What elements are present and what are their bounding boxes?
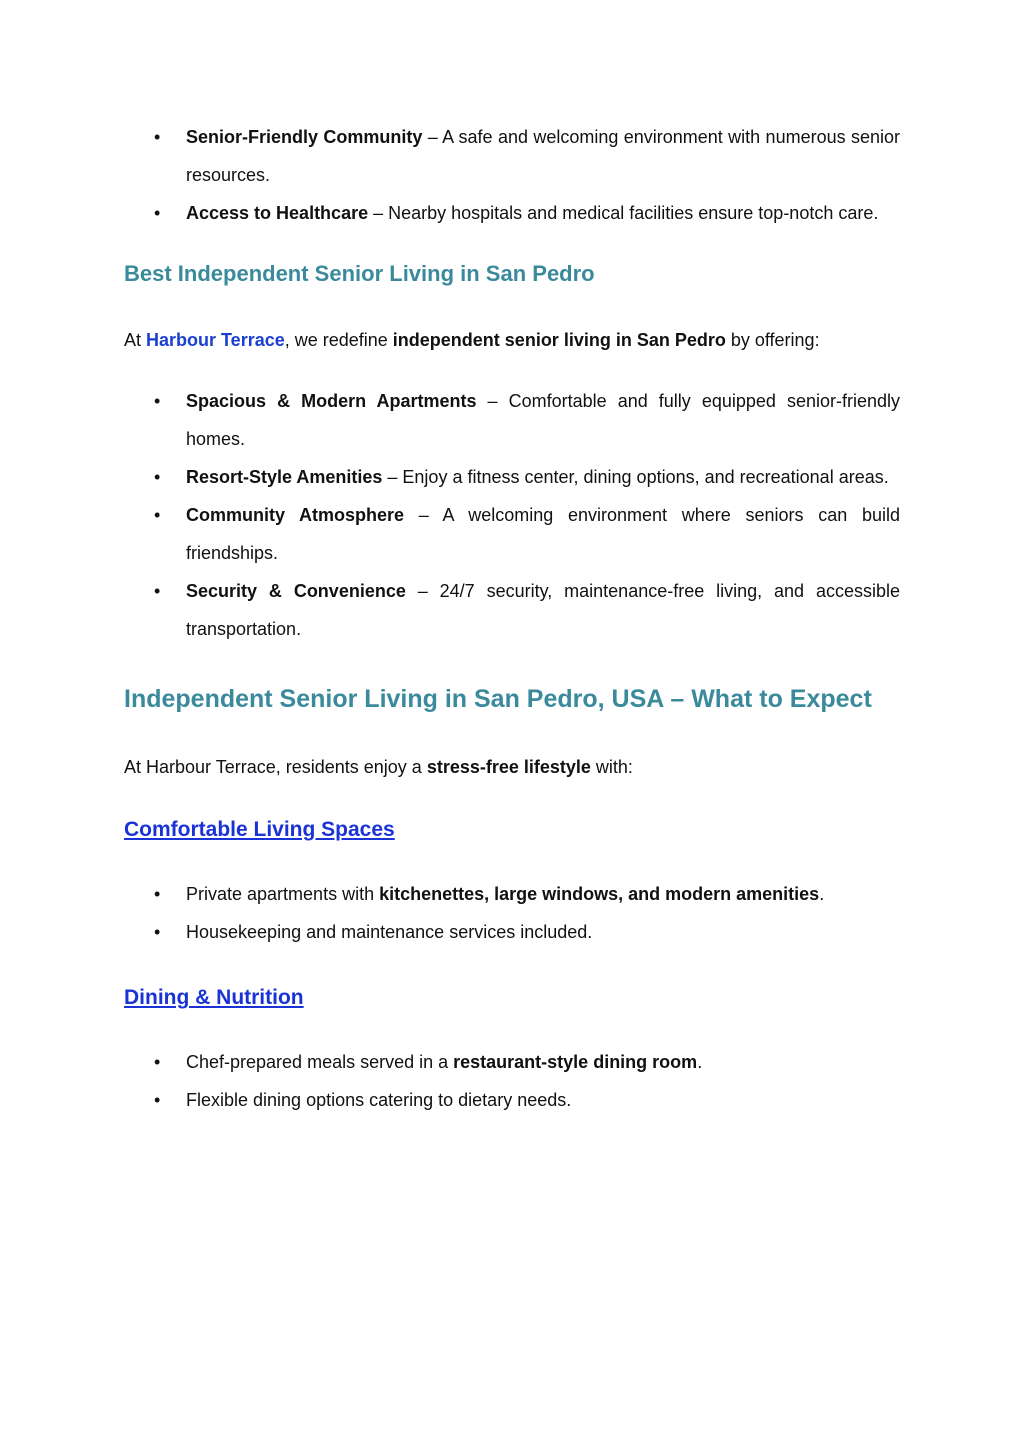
intro-suffix: by offering:	[725, 330, 820, 350]
list-item	[124, 1081, 900, 1119]
intro-prefix: At	[124, 330, 147, 350]
section-heading-best-living: Best Independent Senior Living in San Pedro	[124, 261, 595, 286]
dining-list	[124, 1043, 900, 1119]
intro-suffix: with:	[590, 757, 633, 777]
list-item-bold: Resort-Style Amenities	[186, 467, 383, 487]
list-item-text: .	[819, 884, 825, 904]
list-item	[124, 1043, 900, 1081]
list-item-text: – Enjoy a fitness center, dining options, and recreational areas.	[382, 467, 889, 487]
list-item-text: .	[697, 1052, 703, 1072]
offering-list	[124, 382, 900, 648]
list-item	[124, 572, 900, 648]
top-feature-list	[124, 118, 900, 232]
intro-mid: , we redefine	[284, 330, 393, 350]
list-item-bold: restaurant-style dining room	[453, 1052, 698, 1072]
list-item	[124, 194, 900, 232]
list-item-text: Private apartments with	[186, 884, 380, 904]
list-item-bold: Senior-Friendly Community	[186, 127, 423, 147]
list-item-text: Housekeeping and maintenance services included.	[186, 922, 593, 942]
list-item-text: – Nearby hospitals and medical facilities ensure top-notch care.	[368, 203, 879, 223]
list-item	[124, 382, 900, 458]
document-content	[124, 118, 900, 1119]
list-item-bold: Community Atmosphere	[186, 505, 405, 525]
living-list	[124, 875, 900, 951]
intro-bold: independent senior living in San Pedro	[392, 330, 726, 350]
brand-link: Harbour Terrace	[146, 330, 285, 350]
intro-prefix: At Harbour Terrace, residents enjoy a	[124, 757, 427, 777]
list-item	[124, 496, 900, 572]
list-item-text: – A safe and welcoming environment with numerous senior resources.	[186, 127, 900, 185]
list-item-bold: Security & Convenience	[186, 581, 406, 601]
list-item-text: Flexible dining options catering to dietary needs.	[186, 1090, 572, 1110]
list-item-bold: kitchenettes, large windows, and modern amenities	[379, 884, 820, 904]
intro-bold: stress-free lifestyle	[426, 757, 591, 777]
section-heading-what-to-expect: Independent Senior Living in San Pedro, USA – What to Expect	[124, 685, 872, 713]
list-item	[124, 458, 900, 496]
list-item-bold: Access to Healthcare	[186, 203, 369, 223]
link-heading-living-spaces[interactable]: Comfortable Living Spaces	[124, 818, 395, 841]
list-item-bold: Spacious & Modern Apartments	[186, 391, 477, 411]
section2-intro	[124, 752, 900, 782]
list-item-text: Chef-prepared meals served in a	[186, 1052, 454, 1072]
list-item-text: – 24/7 security, maintenance-free living, and accessible transportation.	[186, 581, 900, 639]
list-item	[124, 875, 900, 913]
list-item-text: – A welcoming environment where seniors can build friendships.	[186, 505, 901, 563]
list-item-text: – Comfortable and fully equipped senior-friendly homes.	[186, 391, 900, 449]
list-item	[124, 913, 900, 951]
section1-intro	[124, 325, 900, 355]
link-heading-dining[interactable]: Dining & Nutrition	[124, 986, 304, 1009]
list-item	[124, 118, 900, 194]
